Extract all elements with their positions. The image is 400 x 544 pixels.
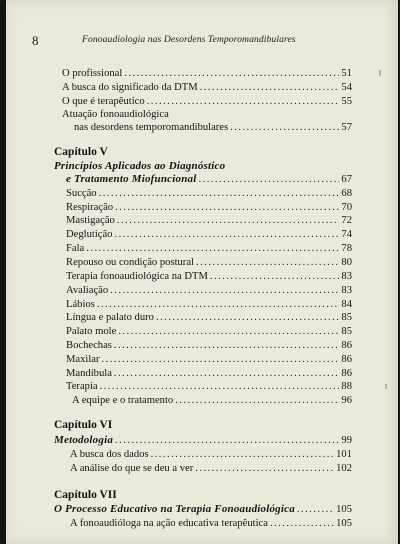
toc-entry-label: Sucção — [66, 188, 97, 199]
dot-leader — [195, 462, 334, 475]
dot-leader — [199, 173, 340, 186]
paper-speck — [385, 384, 387, 389]
paper-speck — [379, 70, 381, 76]
toc-entry-label: Terapia fonoaudiológica na DTM — [66, 271, 208, 282]
toc-entry — [66, 325, 352, 338]
table-of-contents — [6, 0, 398, 544]
toc-entry-page: 70 — [341, 202, 352, 213]
toc-entry-label: Palato mole — [66, 326, 117, 337]
toc-entry — [66, 367, 352, 380]
dot-leader — [117, 214, 340, 227]
toc-entry-label: Avaliação — [66, 285, 109, 296]
toc-entry — [66, 270, 352, 283]
toc-entry-label: Atuação fonoaudiológica — [62, 109, 169, 120]
toc-entry-page: 86 — [341, 354, 352, 365]
toc-entry — [70, 517, 352, 530]
dot-leader — [147, 95, 340, 108]
chapter-title: Princípios Aplicados ao Diagnóstico — [54, 160, 226, 172]
toc-entry-label: A fonoaudióloga na ação educativa terapêutica — [70, 518, 268, 529]
toc-entry-page: 96 — [341, 395, 352, 406]
toc-entry-page: 105 — [336, 518, 352, 529]
dot-leader — [230, 121, 339, 134]
page-number: 8 — [32, 33, 39, 48]
toc-entry-label: Bochechas — [66, 340, 112, 351]
toc-entry-page: 101 — [336, 449, 352, 460]
chapter-heading: Capítulo VI — [54, 419, 113, 431]
book-page — [6, 0, 398, 544]
toc-entry — [70, 448, 352, 461]
dot-leader — [118, 325, 339, 338]
toc-entry-page: 99 — [341, 435, 352, 446]
toc-entry — [54, 434, 352, 447]
toc-entry — [74, 121, 352, 134]
chapter-title: Metodologia — [54, 434, 114, 446]
toc-entry-page: 54 — [341, 82, 352, 93]
toc-entry-label: Mastigação — [66, 215, 115, 226]
toc-entry — [62, 67, 352, 80]
chapter-title: e Tratamento Miofuncional — [66, 173, 197, 185]
toc-entry-label: Lábios — [66, 299, 95, 310]
toc-entry — [66, 201, 352, 214]
toc-entry — [66, 311, 352, 324]
toc-entry-page: 102 — [336, 463, 352, 474]
toc-entry — [66, 353, 352, 366]
toc-entry-page: 84 — [341, 299, 352, 310]
toc-entry — [66, 380, 352, 393]
toc-entry — [66, 228, 352, 241]
toc-entry-page: 68 — [341, 188, 352, 199]
toc-entry-page: 80 — [341, 257, 352, 268]
toc-entry — [66, 284, 352, 297]
toc-entry-page: 51 — [341, 68, 352, 79]
toc-entry-page: 78 — [341, 243, 352, 254]
toc-entry — [66, 339, 352, 352]
toc-entry-page: 83 — [341, 285, 352, 296]
toc-entry-page: 88 — [341, 381, 352, 392]
toc-entry-page: 86 — [341, 340, 352, 351]
dot-leader — [114, 339, 340, 352]
toc-entry-label: O que é terapêutico — [62, 96, 145, 107]
dot-leader — [110, 284, 339, 297]
toc-entry-page: 85 — [341, 312, 352, 323]
toc-entry — [66, 214, 352, 227]
toc-entry-label: A equipe e o tratamento — [72, 395, 174, 406]
toc-entry — [70, 462, 352, 475]
dot-leader — [196, 256, 339, 269]
dot-leader — [124, 67, 339, 80]
toc-entry-label: Mandíbula — [66, 368, 112, 379]
dot-leader — [210, 270, 339, 283]
toc-entry-label: nas desordens temporomandibulares — [74, 122, 229, 133]
dot-leader — [115, 434, 339, 447]
toc-entry-label: A busca do significado da DTM — [62, 82, 198, 93]
toc-entry-page: 85 — [341, 326, 352, 337]
toc-entry — [66, 298, 352, 311]
toc-entry-label: Respiração — [66, 202, 114, 213]
dot-leader — [115, 201, 339, 214]
dot-leader — [102, 353, 340, 366]
chapter-title: O Processo Educativo na Terapia Fonoaudiológica — [54, 503, 295, 515]
toc-entry — [66, 187, 352, 200]
dot-leader — [175, 394, 339, 407]
toc-entry-label: Terapia — [66, 381, 98, 392]
running-title: Fonoaudiologia nas Desordens Temporomandibulares — [82, 34, 296, 45]
dot-leader — [297, 503, 334, 516]
toc-entry — [66, 242, 352, 255]
toc-entry-label: A análise do que se deu a ver — [70, 463, 194, 474]
toc-entry — [62, 95, 352, 108]
toc-entry-label: Deglutição — [66, 229, 113, 240]
dot-leader — [114, 367, 340, 380]
dot-leader — [100, 380, 340, 393]
toc-entry-page: 57 — [341, 122, 352, 133]
toc-entry-page: 55 — [341, 96, 352, 107]
dot-leader — [99, 187, 340, 200]
dot-leader — [86, 242, 339, 255]
toc-entry-label: Fala — [66, 243, 85, 254]
toc-entry-label: A busca dos dados — [70, 449, 149, 460]
toc-entry-page: 105 — [336, 504, 352, 515]
toc-entry — [66, 256, 352, 269]
toc-entry-label: Língua e palato duro — [66, 312, 154, 323]
toc-entry — [72, 394, 352, 407]
toc-entry-page: 86 — [341, 368, 352, 379]
chapter-heading: Capítulo V — [54, 146, 108, 158]
toc-entry-label: Repouso ou condição postural — [66, 257, 194, 268]
chapter-heading: Capítulo VII — [54, 489, 117, 501]
toc-entry-page: 83 — [341, 271, 352, 282]
dot-leader — [200, 81, 340, 94]
dot-leader — [114, 228, 339, 241]
dot-leader — [151, 448, 335, 461]
toc-entry — [54, 503, 352, 516]
dot-leader — [97, 298, 340, 311]
dot-leader — [156, 311, 339, 324]
toc-entry-label: O profissional — [62, 68, 123, 79]
toc-entry-page: 72 — [341, 215, 352, 226]
dot-leader — [270, 517, 334, 530]
toc-entry — [66, 173, 352, 186]
toc-entry-label: Maxilar — [66, 354, 100, 365]
toc-entry — [62, 81, 352, 94]
toc-entry-page: 74 — [341, 229, 352, 240]
toc-entry-page: 67 — [341, 174, 352, 185]
